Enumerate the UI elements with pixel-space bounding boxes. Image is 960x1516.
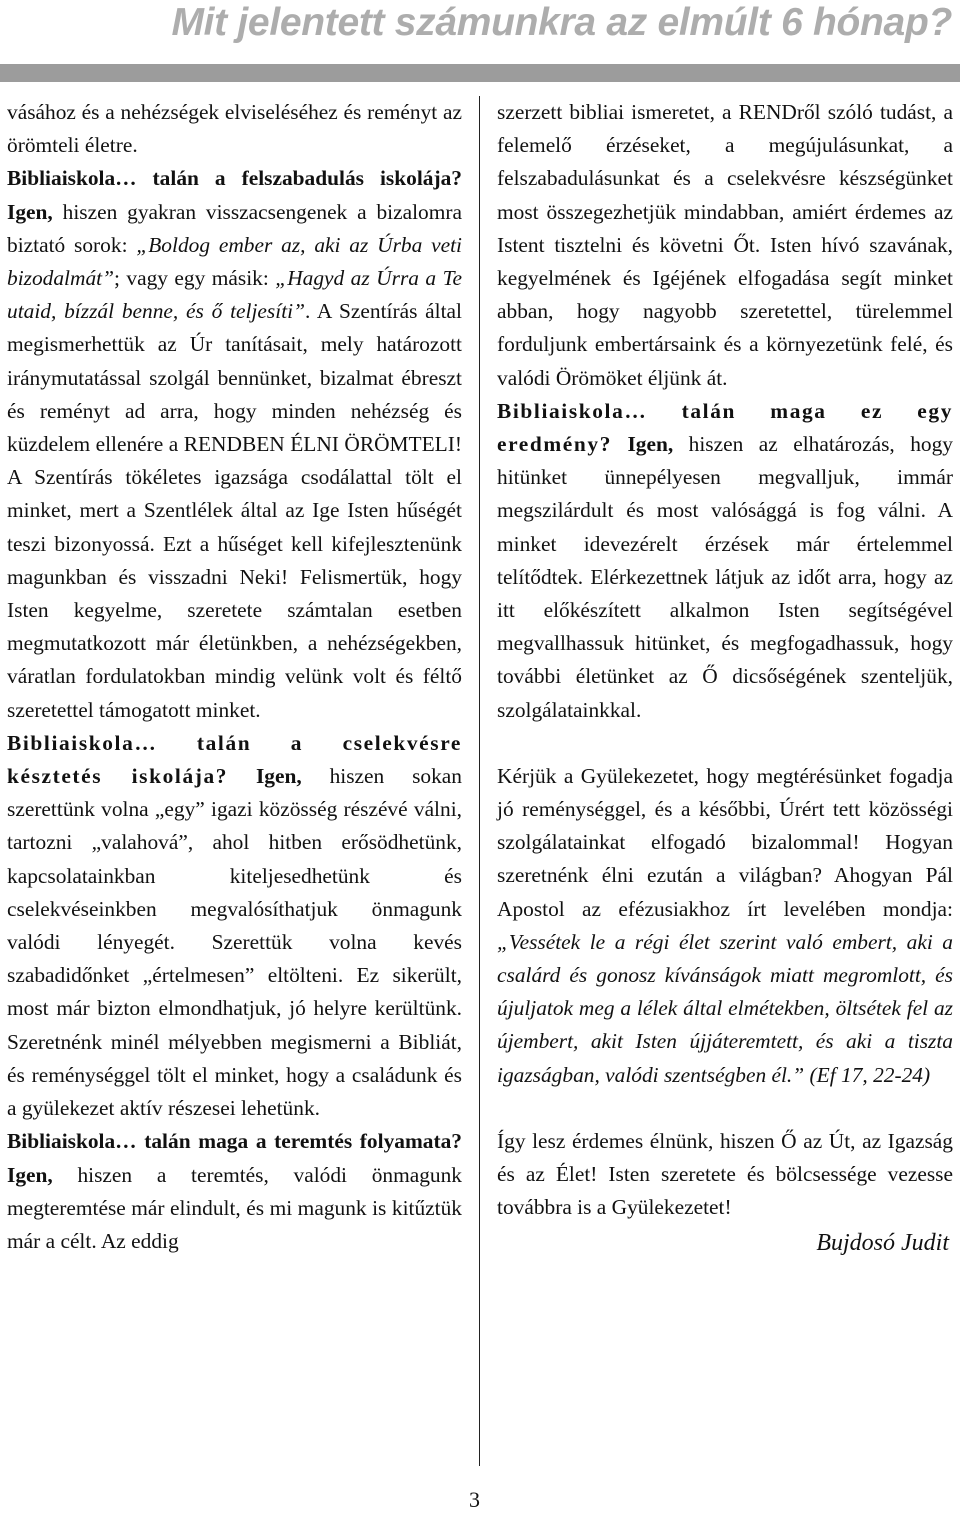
header-rule [0,64,960,82]
section-heading: Bibliaiskola… talán a cselekvésre késztetés iskolája? [7,730,462,789]
igen-keyword: Igen, [7,1162,53,1187]
bible-quote: „Hagyd az Úrra a Te utaid, bízzál benne, és ő teljesíti” [7,266,463,324]
paragraph-text: szerzett bibliai ismeretet, a RENDről szóló tudást, a felemelő érzéseket, a megújulásunkat, a felszabadulásunkat és a cselekvésre készségünket most összegezhetjük mindabban, amiért érdemes az Istent tisztelni és követni Őt. Isten hívó szavának, kegyelmének és Igéjének elfogadása segít minket abban, hogy nagyobb szeretettel, türelemmel forduljunk embertársaink és a környezetünk felé, és valódi Örömöket éljünk át. [497,100,953,390]
bible-quote: „Boldog ember az, aki az Úrba veti bizodalmát” [7,232,462,291]
right-column [497,96,953,1260]
paragraph-text: ; vagy egy másik: [113,266,276,291]
paragraph-text: hiszen sokan szerettünk volna „egy” igazi közösség részévé válni, tartozni „valahová”, ahol hitben erősödhetünk, kapcsolatainkban kiteljesedhetünk és cselekvéseinkben megvalósíthatjuk önmagunk valódi lényegét. Szerettük volna kevés szabadidőnket „értelmesen” eltölteni. Ez sikerült, most már bizton elmondhatjuk, jó helyre kerültünk. Szeretnénk minél mélyebben megismerni a Bibliát, és reménységgel tölt el minket, hogy a családunk és a gyülekezet aktív részesei lehetünk. [7,764,462,1121]
section-heading-paragraph [7,727,462,1125]
igen-keyword: Igen, [627,432,674,457]
page-title: Mit jelentett számunkra az elmúlt 6 hónap? [171,1,952,44]
paragraph-text: . A Szentírás által megismerhettük az Úr tanításait, mely határozott iránymutatással szolgál bennünket, bizalmat ébreszt és reményt ad arra, hogy minden nehézség és küzdelem ellenére a RENDBEN ÉLNI ÖRÖMTELI! A Szentírás tökéletes igazsága csodálattal tölt el minket, mert a Szentlélek által az Ige Isten hűségét teszi bizonyossá. Ezt a hűséget kell kifejlesztenünk magunkban és visszadni Neki! Felismertük, hogy Isten kegyelme, szeretete számtalan esetben megmutatkozott már életünkben, a nehézségekben, váratlan fordulatokban mindig velünk volt és féltő szeretettel támogatott minket. [7,299,462,722]
paragraph-text: hiszen az elhatározás, hogy hitünket ünnepélyesen megvalljuk, immár megszilárdult és most valósággá is fog válni. A minket idevezérelt érzések már értelemmel telítődtek. Elérkezettnek látjuk az időt arra, hogy az itt előkészített alkalmon Isten segítségével megvallhassuk hitünket, és megfogadhassuk, hogy további életünket az Ő dicsőségének szenteljük, szolgálatainkkal. [497,432,953,722]
paragraph-text: hiszen gyakran visszacsengenek a bizalomra biztató sorok: [7,199,462,257]
paragraph-text: Kérjük a Gyülekezetet, hogy megtérésünket fogadja jó reménységgel, és a későbbi, Úrért tett közösségi szolgálatainkat elfogadó bizalommal! Hogyan szeretnénk élni ezután a világban? Ahogyan Pál Apostol az efézusiakhoz írt levelében mondja: [497,763,953,921]
section-heading-paragraph [7,162,462,726]
igen-keyword: Igen, [7,199,53,224]
paragraph-text: Így lesz érdemes élnünk, hiszen Ő az Út, az Igazság és az Élet! Isten szeretete és bölcsessége vezesse továbbra is a Gyülekezetet! [497,1128,953,1220]
paragraph-text: vásához és a nehézségek elviseléséhez és reményt az örömteli életre. [7,100,462,158]
section-heading: Bibliaiskola… talán maga ez egy eredmény? [497,398,953,457]
paragraph [7,96,462,162]
section-heading-paragraph [7,1125,462,1258]
paragraph [497,96,953,395]
page-number: 3 [469,1487,480,1512]
bible-quote: „Vessétek le a régi élet szerint való embert, aki a csalárd és gonosz kívánságok miatt megromlott, és újuljatok meg a lélek által elmétekben, öltsétek fel az újembert, akit Isten újjáteremtett, és aki a tiszta igazságban, valódi szentségben él.” [497,929,953,1087]
left-column [7,96,462,1258]
column-divider [479,96,480,1466]
igen-keyword: Igen, [255,764,302,789]
section-heading-paragraph [497,395,953,727]
author-signature: Bujdosó Judit [816,1229,949,1256]
section-heading: Bibliaiskola… talán a felszabadulás iskolája? [7,166,462,191]
paragraph-text: hiszen a teremtés, valódi önmagunk megteremtése már elindult, és mi magunk is kitűztük már a célt. Az eddig [7,1162,462,1253]
paragraph-gap [497,1092,953,1125]
section-heading: Bibliaiskola… talán maga a teremtés folyamata? [7,1129,462,1154]
bible-reference: (Ef 17, 22-24) [804,1062,931,1087]
paragraph [497,760,953,1092]
paragraph [497,1125,953,1225]
paragraph-gap [497,727,953,760]
